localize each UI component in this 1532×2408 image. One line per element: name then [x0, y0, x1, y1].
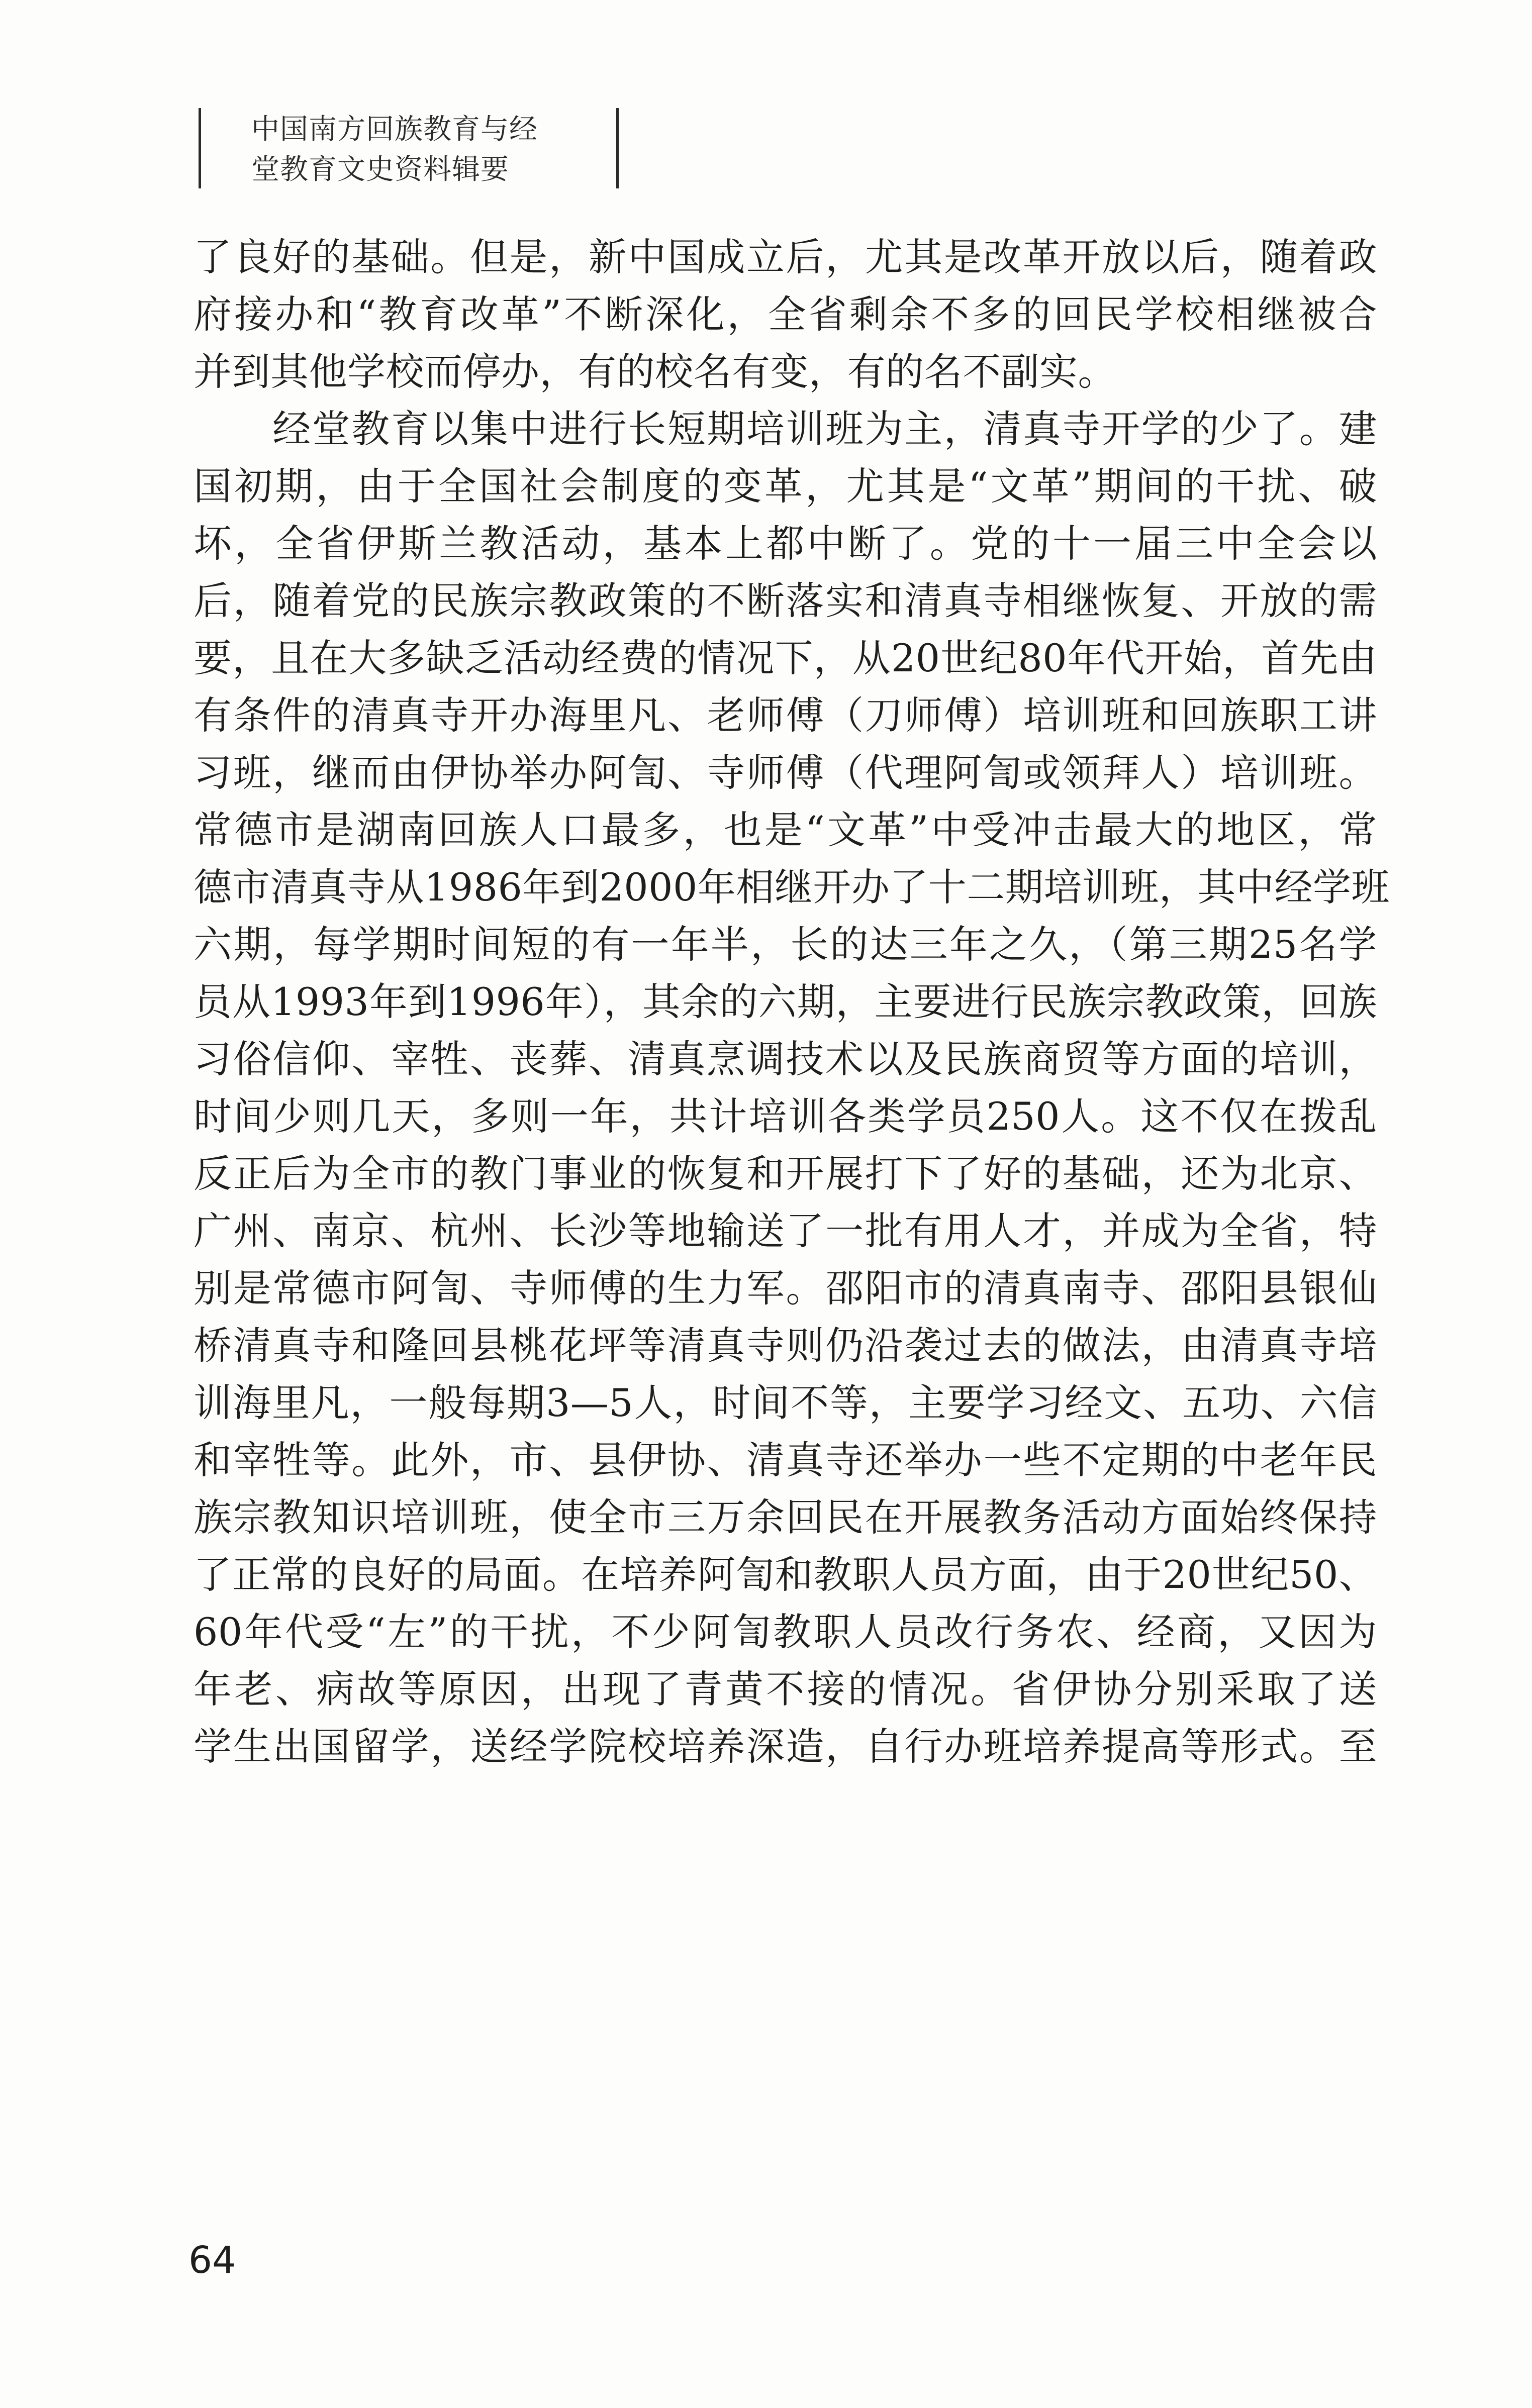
- text-line: 族宗教知识培训班，使全市三万余回民在开展教务活动方面始终保持: [194, 1495, 1377, 1540]
- text-line: 反正后为全市的教门事业的恢复和开展打下了好的基础，还为北京、: [194, 1151, 1377, 1196]
- header-right-rule: [616, 108, 619, 188]
- text-line: 广州、南京、杭州、长沙等地输送了一批有用人才，并成为全省，特: [194, 1209, 1377, 1253]
- running-header-line-1: 中国南方回族教育与经: [251, 113, 538, 146]
- text-line: 别是常德市阿訇、寺师傅的生力军。邵阳市的清真南寺、邵阳县银仙: [194, 1266, 1377, 1311]
- text-line: 桥清真寺和隆回县桃花坪等清真寺则仍沿袭过去的做法，由清真寺培: [194, 1323, 1377, 1368]
- text-line: 常德市是湖南回族人口最多，也是“文革”中受冲击最大的地区，常: [194, 808, 1377, 852]
- text-line: 有条件的清真寺开办海里凡、老师傅（刀师傅）培训班和回族职工讲: [194, 693, 1377, 738]
- text-line: 经堂教育以集中进行长短期培训班为主，清真寺开学的少了。建: [194, 407, 1377, 451]
- running-header: [251, 110, 603, 190]
- text-line: 国初期，由于全国社会制度的变革，尤其是“文革”期间的干扰、破: [194, 464, 1377, 509]
- text-line: 训海里凡，一般每期3—5人，时间不等，主要学习经文、五功、六信: [194, 1380, 1377, 1425]
- text-line: 了良好的基础。但是，新中国成立后，尤其是改革开放以后，随着政: [194, 235, 1377, 279]
- text-line: 坏，全省伊斯兰教活动，基本上都中断了。党的十一届三中全会以: [194, 521, 1377, 566]
- text-line: 德市清真寺从1986年到2000年相继开办了十二期培训班，其中经学班: [194, 865, 1390, 910]
- text-line: 员从1993年到1996年），其余的六期，主要进行民族宗教政策，回族: [194, 979, 1377, 1024]
- text-line: 和宰牲等。此外，市、县伊协、清真寺还举办一些不定期的中老年民: [194, 1438, 1377, 1482]
- text-line: 六期，每学期时间短的有一年半，长的达三年之久，（第三期25名学: [194, 922, 1377, 967]
- text-line: 要，且在大多缺乏活动经费的情况下，从20世纪80年代开始，首先由: [194, 636, 1377, 680]
- running-header-line-2: 堂教育文史资料辑要: [251, 153, 509, 186]
- text-line: 年老、病故等原因，出现了青黄不接的情况。省伊协分别采取了送: [194, 1667, 1377, 1712]
- text-line: 时间少则几天，多则一年，共计培训各类学员250人。这不仅在拨乱: [194, 1094, 1377, 1139]
- text-line: 后，随着党的民族宗教政策的不断落实和清真寺相继恢复、开放的需: [194, 578, 1377, 623]
- text-line: 习班，继而由伊协举办阿訇、寺师傅（代理阿訇或领拜人）培训班。: [194, 750, 1377, 795]
- text-line: 府接办和“教育改革”不断深化，全省剩余不多的回民学校相继被合: [194, 292, 1377, 337]
- header-left-rule: [199, 108, 201, 188]
- text-line: 学生出国留学，送经学院校培养深造，自行办班培养提高等形式。至: [194, 1724, 1377, 1769]
- page-number: 64: [188, 2239, 236, 2282]
- text-line: 并到其他学校而停办，有的校名有变，有的名不副实。: [194, 349, 1116, 394]
- text-line: 了正常的良好的局面。在培养阿訇和教职人员方面，由于20世纪50、: [194, 1552, 1377, 1597]
- text-line: 60年代受“左”的干扰，不少阿訇教职人员改行务农、经商，又因为: [194, 1610, 1377, 1654]
- body-text: [194, 229, 1390, 1775]
- text-line: 习俗信仰、宰牲、丧葬、清真烹调技术以及民族商贸等方面的培训，: [194, 1037, 1377, 1081]
